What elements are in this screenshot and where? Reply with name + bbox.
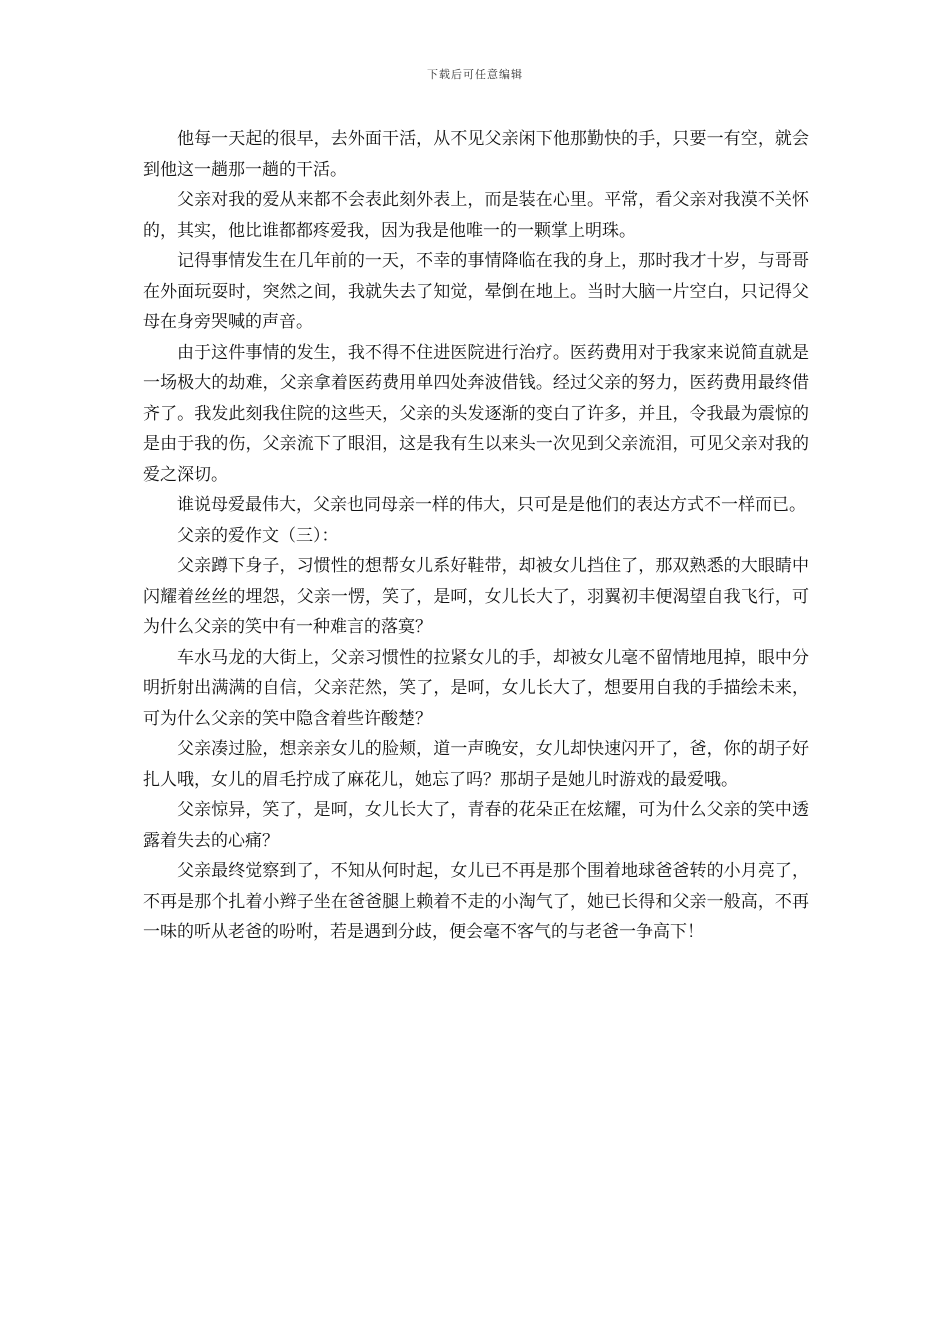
paragraph: 记得事情发生在几年前的一天，不幸的事情降临在我的身上，那时我才十岁，与哥哥在外面玩耍时，突然之间，我就失去了知觉，晕倒在地上。当时大脑一片空白，只记得父母在身旁哭喊的声音。 [143,251,809,332]
section-heading: 父亲的爱作文（三）： [177,525,339,546]
paragraph: 父亲蹲下身子，习惯性的想帮女儿系好鞋带，却被女儿挡住了，那双熟悉的大眼睛中闪耀着丝丝的埋怨，父亲一愣，笑了，是呵，女儿长大了，羽翼初丰便渴望自我飞行，可为什么父亲的笑中有一种难言的落寞？ [143,556,809,637]
paragraph: 父亲惊异，笑了，是呵，女儿长大了，青春的花朵正在炫耀，可为什么父亲的笑中透露着失去的心痛？ [143,800,809,851]
document-body [143,124,809,948]
paragraph: 他每一天起的很早，去外面干活，从不见父亲闲下他那勤快的手，只要一有空，就会到他这一趟那一趟的干活。 [143,129,809,180]
paragraph: 车水马龙的大街上，父亲习惯性的拉紧女儿的手，却被女儿毫不留情地甩掉，眼中分明折射出满满的自信，父亲茫然，笑了，是呵，女儿长大了，想要用自我的手描绘未来，可为什么父亲的笑中隐含着些许酸楚？ [143,647,809,729]
page-header: 下载后可任意编辑 [427,68,523,81]
paragraph: 父亲对我的爱从来都不会表此刻外表上，而是装在心里。平常，看父亲对我漠不关怀的，其实，他比谁都都疼爱我，因为我是他唯一的一颗掌上明珠。 [143,190,809,241]
paragraph: 父亲凑过脸，想亲亲女儿的脸颊，道一声晚安，女儿却快速闪开了，爸，你的胡子好扎人哦，女儿的眉毛拧成了麻花儿，她忘了吗？那胡子是她儿时游戏的最爱哦。 [143,739,809,790]
paragraph: 父亲最终觉察到了，不知从何时起，女儿已不再是那个围着地球爸爸转的小月亮了，不再是那个扎着小辫子坐在爸爸腿上赖着不走的小淘气了，她已长得和父亲一般高，不再一味的听从老爸的吩咐，若是遇到分歧，便会毫不客气的与老爸一争高下！ [143,861,809,942]
paragraph: 谁说母爱最伟大，父亲也同母亲一样的伟大，只可是是他们的表达方式不一样而已。 [177,495,806,515]
paragraph: 由于这件事情的发生，我不得不住进医院进行治疗。医药费用对于我家来说简直就是一场极大的劫难，父亲拿着医药费用单四处奔波借钱。经过父亲的努力，医药费用最终借齐了。我发此刻我住院的这些天，父亲的头发逐渐的变白了许多，并且，令我最为震惊的是由于我的伤，父亲流下了眼泪，这是我有生以来头一次见到父亲流泪，可见父亲对我的爱之深切。 [143,342,809,485]
